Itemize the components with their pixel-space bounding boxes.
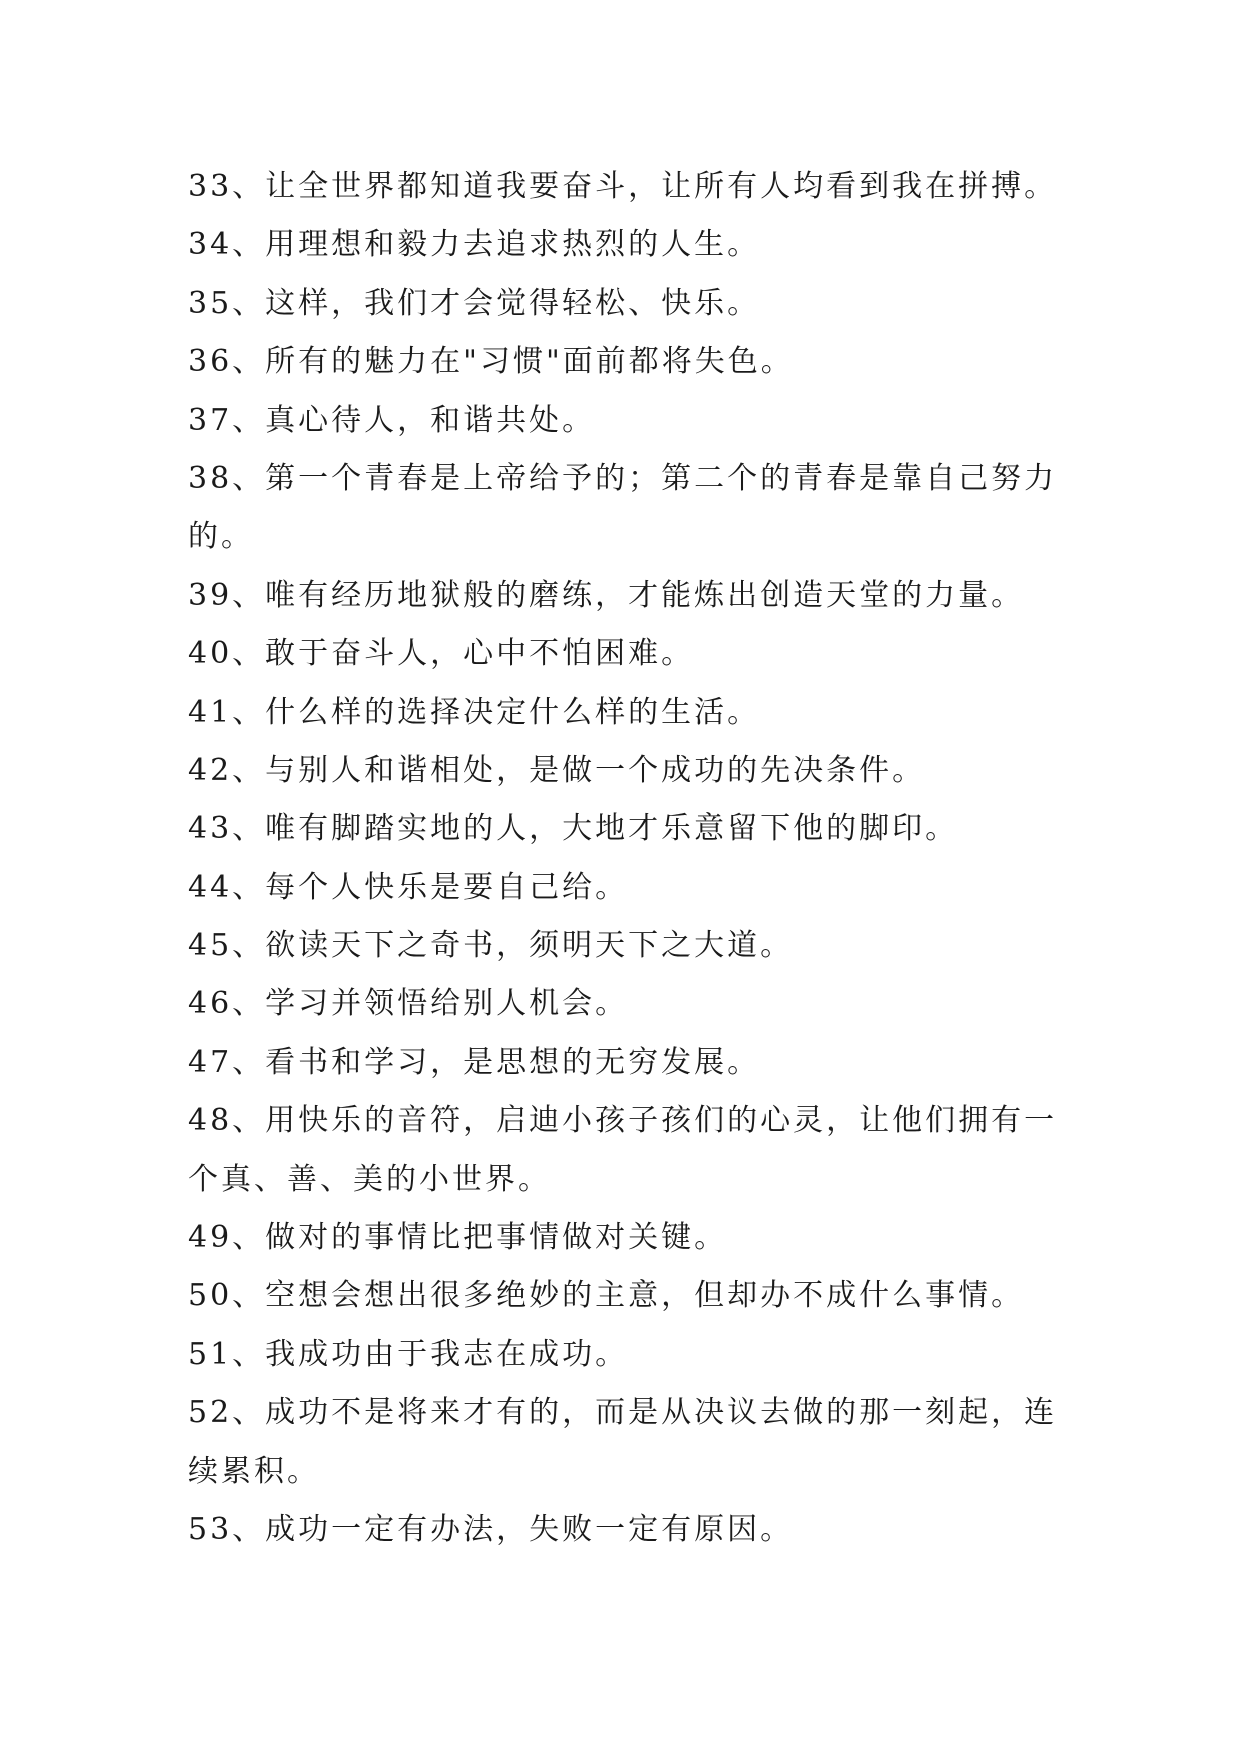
text-line: 53、成功一定有办法，失败一定有原因。	[188, 1511, 794, 1547]
text-line: 51、我成功由于我志在成功。	[188, 1336, 629, 1372]
text-line: 45、欲读天下之奇书，须明天下之大道。	[188, 928, 794, 964]
text-line: 52、成功不是将来才有的，而是从决议去做的那一刻起，连	[188, 1395, 1058, 1431]
text-line: 37、真心待人，和谐共处。	[188, 402, 596, 438]
document-body	[188, 158, 1068, 1559]
text-line: 38、第一个青春是上帝给予的；第二个的青春是靠自己努力	[188, 460, 1058, 496]
text-line: 个真、善、美的小世界。	[188, 1161, 551, 1197]
text-line: 35、这样，我们才会觉得轻松、快乐。	[188, 285, 761, 321]
text-line: 续累积。	[188, 1453, 320, 1489]
text-line: 39、唯有经历地狱般的磨练，才能炼出创造天堂的力量。	[188, 577, 1025, 613]
text-line: 49、做对的事情比把事情做对关键。	[188, 1220, 728, 1256]
text-line: 41、什么样的选择决定什么样的生活。	[188, 694, 761, 730]
text-line: 42、与别人和谐相处，是做一个成功的先决条件。	[188, 752, 926, 788]
text-line: 44、每个人快乐是要自己给。	[188, 869, 629, 905]
text-line: 34、用理想和毅力去追求热烈的人生。	[188, 227, 761, 263]
text-line: 43、唯有脚踏实地的人，大地才乐意留下他的脚印。	[188, 811, 959, 847]
text-line: 46、学习并领悟给别人机会。	[188, 986, 629, 1022]
text-line: 33、让全世界都知道我要奋斗，让所有人均看到我在拼搏。	[188, 169, 1058, 204]
text-line: 40、敢于奋斗人，心中不怕困难。	[188, 636, 695, 672]
text-line: 50、空想会想出很多绝妙的主意，但却办不成什么事情。	[188, 1278, 1025, 1314]
text-line: 47、看书和学习，是思想的无穷发展。	[188, 1044, 761, 1080]
text-line: 48、用快乐的音符，启迪小孩子孩们的心灵，让他们拥有一	[188, 1103, 1058, 1139]
text-line: 36、所有的魅力在"习惯"面前都将失色。	[188, 344, 794, 380]
text-line: 的。	[188, 519, 254, 555]
